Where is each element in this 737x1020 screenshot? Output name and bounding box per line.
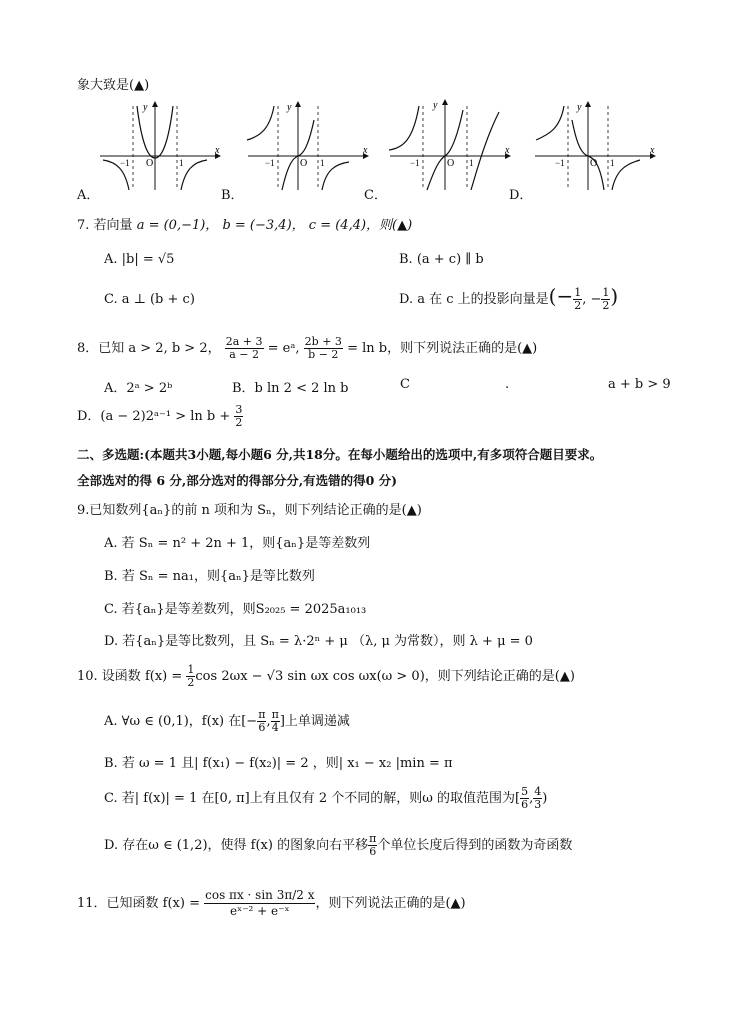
- svg-text:1: 1: [610, 158, 615, 168]
- graph-a: [95, 98, 225, 193]
- svg-text:O: O: [590, 158, 598, 169]
- graph-c: [385, 98, 515, 193]
- q9-option-d: D. 若{aₙ}是等比数列，且 Sₙ = λ·2ⁿ + μ （λ, μ 为常数），则 λ + μ = 0: [104, 634, 533, 649]
- svg-text:x: x: [505, 145, 510, 156]
- q8-option-b: B．b ln 2 < 2 ln b: [232, 381, 349, 396]
- svg-text:1: 1: [179, 158, 184, 168]
- q10-option-d: D. 存在ω ∈ (1,2)，使得 f(x) 的图象向右平移 $\frac{\pi}{6}$ 个单位长度后得到的函数为奇函数: [104, 832, 573, 858]
- q10-option-c: C. 若| f(x)| = 1 在[0, π]上有且仅有 2 个不同的解，则ω 的取值范围为[ $\frac{5}{6}$ , $\frac{4}{3}$ ): [104, 785, 548, 811]
- q6-tail: 象大致是(▲): [77, 78, 150, 93]
- option-a-label: A．: [77, 188, 100, 203]
- svg-text:x: x: [650, 145, 655, 156]
- option-c-label: C．: [364, 188, 387, 203]
- svg-text:1: 1: [469, 158, 474, 168]
- q10-stem: 10. 设函数 f(x) = $\frac{1}{2}$ cos 2ωx − √3 sin ωx cos ωx(ω > 0)，则下列结论正确的是(▲): [77, 663, 575, 689]
- q8-option-d: D．(a − 2)2ᵃ⁻¹ > ln b + $\frac{3}{2}$: [77, 403, 243, 429]
- q9-stem: 9.已知数列{aₙ}的前 n 项和为 Sₙ，则下列结论正确的是(▲): [77, 503, 422, 518]
- q9-option-a: A. 若 Sₙ = n² + 2n + 1，则{aₙ}是等差数列: [104, 536, 371, 551]
- option-d-label: D．: [509, 188, 533, 203]
- svg-text:−1: −1: [120, 158, 130, 168]
- section-2-heading-line2: 全部选对的得 6 分,部分选对的得部分分,有选错的得0 分): [77, 473, 398, 488]
- q7-option-c: C. a ⊥ (b + c): [104, 292, 195, 307]
- svg-text:O: O: [146, 158, 154, 169]
- graph-a-y-label: y: [143, 102, 148, 113]
- q8-option-c-text: a + b > 9: [608, 377, 671, 392]
- option-b-label: B．: [221, 188, 244, 203]
- q8-option-a: A．2ᵃ > 2ᵇ: [104, 381, 173, 396]
- svg-text:y: y: [577, 102, 582, 113]
- svg-text:1: 1: [320, 158, 325, 168]
- graph-d: [530, 98, 660, 193]
- q9-option-b: B. 若 Sₙ = na₁，则{aₙ}是等比数列: [104, 569, 315, 584]
- svg-text:−1: −1: [555, 158, 565, 168]
- q10-option-b: B. 若 ω = 1 且| f(x₁) − f(x₂)| = 2 ，则| x₁ − x₂ |min = π: [104, 756, 453, 771]
- graph-b: [243, 98, 373, 193]
- q11-stem: 11．已知函数 f(x) = $\frac{\text{cos πx · sin 3π/2 x}}{\text{eˣ⁻² + e⁻ˣ}}$ ，则下列说法正确的是(▲): [77, 888, 466, 918]
- svg-text:y: y: [433, 100, 438, 111]
- svg-text:−1: −1: [265, 158, 275, 168]
- q7-option-d: D. a 在 c 上的投影向量是(− $\frac{1}{2}$ , − $\frac{1}{2}$ ): [399, 284, 619, 312]
- q8-option-c-dot: .: [505, 377, 510, 392]
- svg-text:−1: −1: [410, 158, 420, 168]
- q10-option-a: A. ∀ω ∈ (0,1)，f(x) 在[− $\frac{\pi}{6}$ , $\frac{\pi}{4}$ ]上单调递减: [104, 708, 350, 734]
- svg-text:O: O: [447, 158, 455, 169]
- svg-text:x: x: [363, 145, 368, 156]
- section-2-heading-line1: 二、多选题:(本题共3小题,每小题6 分,共18分。在每小题给出的选项中,有多项符合题目要求。: [77, 447, 603, 462]
- q8-option-c: C: [400, 377, 410, 392]
- svg-text:x: x: [215, 145, 220, 156]
- q7-option-b: B. (a + c) ∥ b: [399, 252, 484, 267]
- q9-option-c: C. 若{aₙ}是等差数列，则S₂₀₂₅ = 2025a₁₀₁₃: [104, 602, 367, 617]
- svg-text:y: y: [287, 102, 292, 113]
- q8-stem: 8．已知 a > 2, b > 2， $\frac{2a + 3}{a - 2}$ = eᵃ, $\frac{2b + 3}{b - 2}$ = ln b，则下列说法正确的是(▲): [77, 335, 538, 361]
- svg-text:O: O: [300, 158, 308, 169]
- q7-option-a: A. |b| = √5: [104, 252, 175, 267]
- q7-stem: 7. 若向量 a = (0,−1)， b = (−3,4)， c = (4,4)，则(▲): [77, 218, 413, 233]
